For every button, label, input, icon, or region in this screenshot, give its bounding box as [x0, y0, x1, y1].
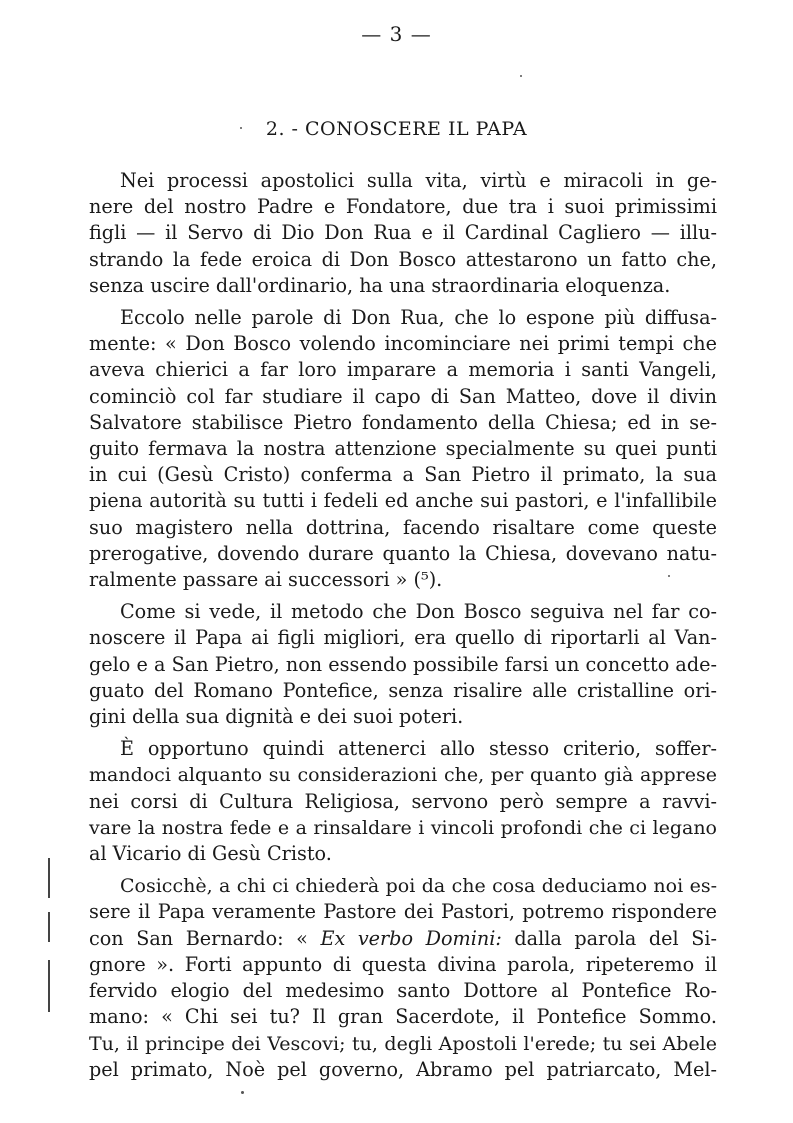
text-line: ralmente passare ai successori » (⁵). [89, 568, 443, 592]
text-line: al Vicario di Gesù Cristo. [89, 842, 332, 866]
text-line: Nei processi apostolici sulla vita, virtù e miracoli in ge- [120, 169, 717, 192]
text-line: in cui (Gesù Cristo) conferma a San Pietro il primato, la sua [89, 463, 717, 487]
scan-speck [240, 127, 242, 129]
text-line: senza uscire dall'ordinario, ha una straordinaria eloquenza. [89, 273, 671, 297]
text-line: aveva chierici a far loro imparare a memoria i santi Vangeli, [89, 358, 717, 382]
text-line: suo magistero nella dottrina, facendo risaltare come queste [89, 515, 717, 539]
margin-mark [48, 858, 50, 898]
text-line: strando la fede eroica di Don Bosco attestarono un fatto che, [89, 247, 717, 271]
text-line: Cosicchè, a chi ci chiederà poi da che cosa deduciamo noi es- [120, 875, 717, 898]
text-line: con San Bernardo: « Ex verbo Domini: dalla parola del Si- [89, 926, 717, 950]
paragraph-1 [89, 168, 717, 299]
text-line: nere del nostro Padre e Fondatore, due tra i suoi primissimi [89, 195, 717, 219]
margin-mark [48, 912, 50, 942]
text-line: vare la nostra fede e a rinsaldare i vincoli profondi che ci legano [89, 816, 717, 839]
scan-speck [520, 75, 522, 77]
text-line: mente: « Don Bosco volendo incominciare nei primi tempi che [89, 332, 717, 356]
text-line: gelo e a San Pietro, non essendo possibile farsi un concetto ade- [89, 652, 717, 676]
latin-quote: Ex verbo Domini: [320, 926, 502, 950]
scan-speck [668, 575, 670, 577]
margin-mark [48, 960, 50, 1012]
text-line: Tu, il principe dei Vescovi; tu, degli Apostoli l'erede; tu sei Abele [89, 1032, 717, 1055]
text-line: figli — il Servo di Dio Don Rua e il Cardinal Cagliero — illu- [89, 221, 717, 245]
paragraph-2 [89, 305, 717, 593]
text-line: pel primato, Noè pel governo, Abramo pel patriarcato, Mel- [89, 1057, 717, 1081]
text-line: Come si vede, il metodo che Don Bosco seguiva nel far co- [120, 600, 717, 624]
paragraph-5 [89, 873, 717, 1083]
text-line: È opportuno quindi attenerci allo stesso criterio, soffer- [120, 737, 717, 761]
text-line: mano: « Chi sei tu? Il gran Sacerdote, il Pontefice Sommo. [89, 1005, 717, 1029]
text-line: Eccolo nelle parole di Don Rua, che lo espone più diffusa- [120, 306, 717, 330]
page-number: — 3 — [361, 22, 432, 46]
paragraph-4 [89, 736, 717, 867]
text-line: guito fermava la nostra attenzione specialmente su quei punti [89, 437, 717, 461]
text-line: guato del Romano Pontefice, senza risalire alle cristalline ori- [89, 678, 717, 702]
text-line: gnore ». Forti appunto di questa divina parola, ripeteremo il [89, 952, 717, 976]
paragraph-3 [89, 599, 717, 730]
text-line: cominciò col far studiare il capo di San Matteo, dove il divin [89, 384, 717, 408]
text-line: fervido elogio del medesimo santo Dottore al Pontefice Ro- [89, 979, 717, 1003]
text-line: piena autorità su tutti i fedeli ed anche sui pastori, e l'infallibile [89, 489, 717, 513]
text-line: sere il Papa veramente Pastore dei Pastori, potremo rispondere [89, 900, 717, 924]
text-line: nei corsi di Cultura Religiosa, servono però sempre a ravvi- [89, 789, 717, 813]
text-line: gini della sua dignità e dei suoi poteri. [89, 705, 464, 729]
section-heading: 2. - CONOSCERE IL PAPA [265, 118, 528, 140]
text-line: prerogative, dovendo durare quanto la Chiesa, dovevano natu- [89, 541, 717, 565]
text-line: mandoci alquanto su considerazioni che, per quanto già apprese [89, 764, 717, 787]
body-text [89, 168, 717, 1089]
text-line: Salvatore stabilisce Pietro fondamento della Chiesa; ed in se- [89, 410, 717, 434]
scan-speck [241, 1091, 244, 1094]
text-line: noscere il Papa ai figli migliori, era quello di riportarli al Van- [89, 626, 717, 650]
